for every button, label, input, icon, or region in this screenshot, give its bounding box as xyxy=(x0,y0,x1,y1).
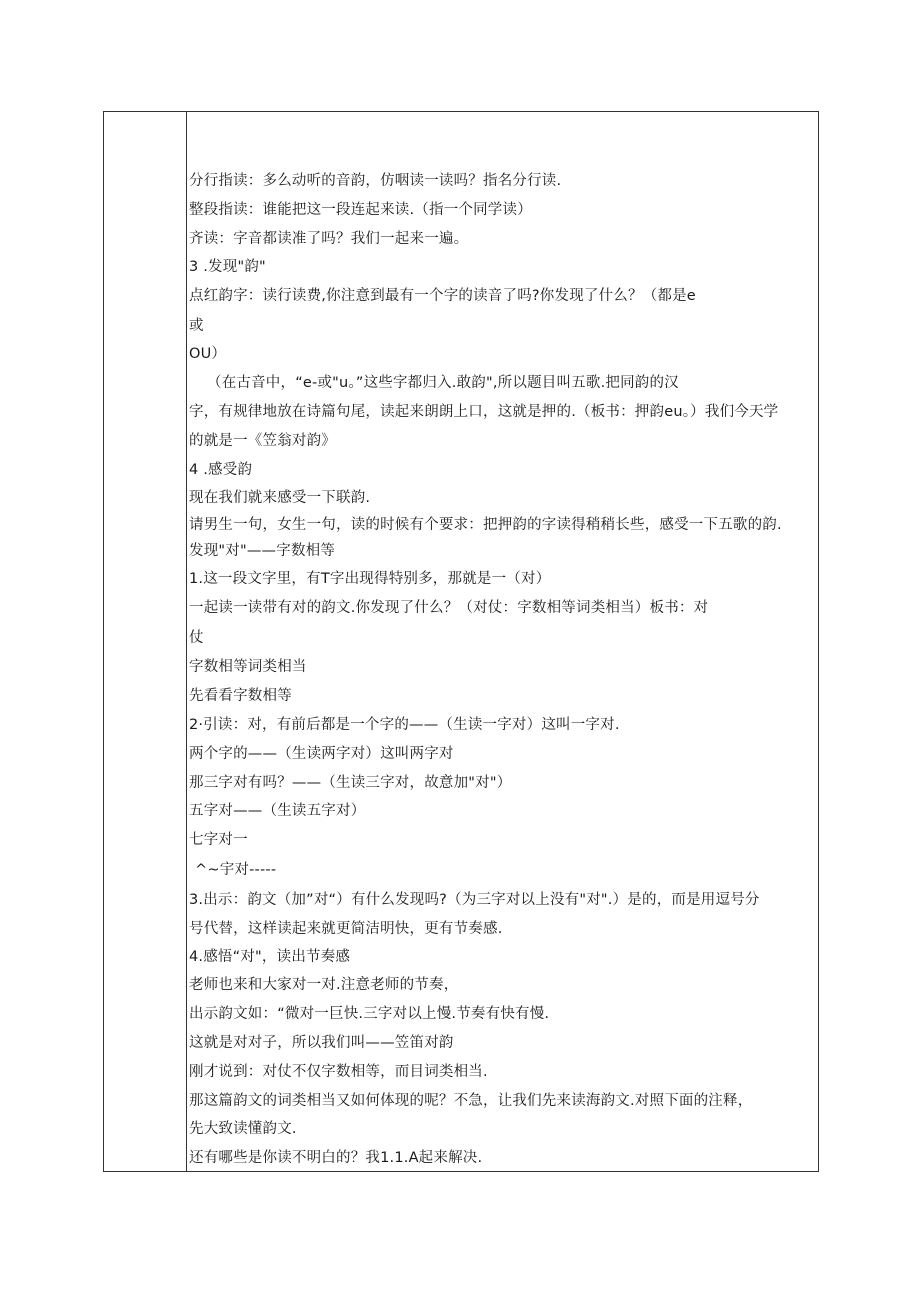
lesson-table xyxy=(103,111,819,1172)
text-line: 4 .感受韵 xyxy=(189,462,253,478)
text-line: 请男生一句，女生一句，读的时候有个要求：把押韵的字读得稍稍长些，感受一下五歌的韵. xyxy=(189,517,782,533)
text-line: 老师也来和大家对一对.注意老师的节奏， xyxy=(189,977,459,993)
text-line: 这就是对对子，所以我们叫——笠笛对韵 xyxy=(189,1035,454,1051)
text-line: 还有哪些是你读不明白的？我1.1.A起来解决. xyxy=(189,1150,483,1166)
text-line: ^~宇对----- xyxy=(195,862,277,878)
text-line: 分行指读：多么动听的音韵，仿咽读一读吗？指名分行读. xyxy=(189,173,562,189)
text-line: 现在我们就来感受一下联韵. xyxy=(189,490,371,506)
text-line: 先看看字数相等 xyxy=(189,688,292,704)
text-line: 的就是一《笠翁对韵》 xyxy=(189,433,336,449)
text-line: 号代替，这样读起来就更简洁明快，更有节奏感. xyxy=(189,921,503,937)
text-line: 那这篇韵文的词类相当又如何体现的呢？不急，让我们先来读海韵文.对照下面的注释， xyxy=(189,1093,753,1109)
text-line: 仗 xyxy=(189,630,204,646)
text-line: 七字对一 xyxy=(189,832,248,848)
text-line: 3.出示：韵文（加”对“）有什么发现吗?（为三字对以上没有"对".）是的，而是用逗号分 xyxy=(189,892,760,908)
text-line: （在古音中，“e-或"u。”这些字都归入.敢韵",所以题目叫五歌.把同韵的汉 xyxy=(207,375,679,391)
text-line: 一起读一读带有对的韵文.你发现了什么？（对仗：字数相等词类相当）板书：对 xyxy=(189,600,709,616)
text-line: 字数相等词类相当 xyxy=(189,659,307,675)
text-line: 4.感悟“对"，读出节奏感 xyxy=(189,949,351,965)
text-line: OU） xyxy=(189,346,227,362)
text-line: 字，有规律地放在诗篇句尾，读起来朗朗上口，这就是押的.（板书：押韵eu。）我们今天学 xyxy=(189,404,779,420)
text-line: 3 .发现"韵" xyxy=(189,259,266,275)
text-line: 齐读：字音都读准了吗？我们一起来一遍。 xyxy=(189,231,469,247)
text-line: 点红韵字：读行读费,你注意到最有一个字的读音了吗?你发现了什么？（都是e xyxy=(189,288,696,304)
content-column-cell xyxy=(187,112,818,1171)
text-line: 五字对——（生读五字对） xyxy=(189,803,366,819)
text-line: 2·引读：对，有前后都是一个字的——（生读一字对）这叫一字对. xyxy=(189,717,620,733)
text-line: 两个字的——（生读两字对）这叫两字对 xyxy=(189,746,454,762)
text-line: 那三字对有吗？——（生读三字对，故意加"对"） xyxy=(189,775,512,791)
text-line: 或 xyxy=(189,318,204,334)
text-line: 刚才说到：对仗不仅字数相等，而目词类相当. xyxy=(189,1064,488,1080)
text-line: 整段指读：谁能把这一段连起来读.（指一个同学读） xyxy=(189,202,532,218)
text-line: 出示韵文如：“微对一巨快.三字对以上慢.节奏有快有慢. xyxy=(189,1006,550,1022)
text-line: 发现"对"——字数相等 xyxy=(189,543,336,559)
text-line: 先大致读懂韵文. xyxy=(189,1121,297,1137)
text-line: 1.这一段文字里，有T字出现得特别多，那就是一（对） xyxy=(189,571,551,587)
left-column-cell xyxy=(104,112,187,1171)
